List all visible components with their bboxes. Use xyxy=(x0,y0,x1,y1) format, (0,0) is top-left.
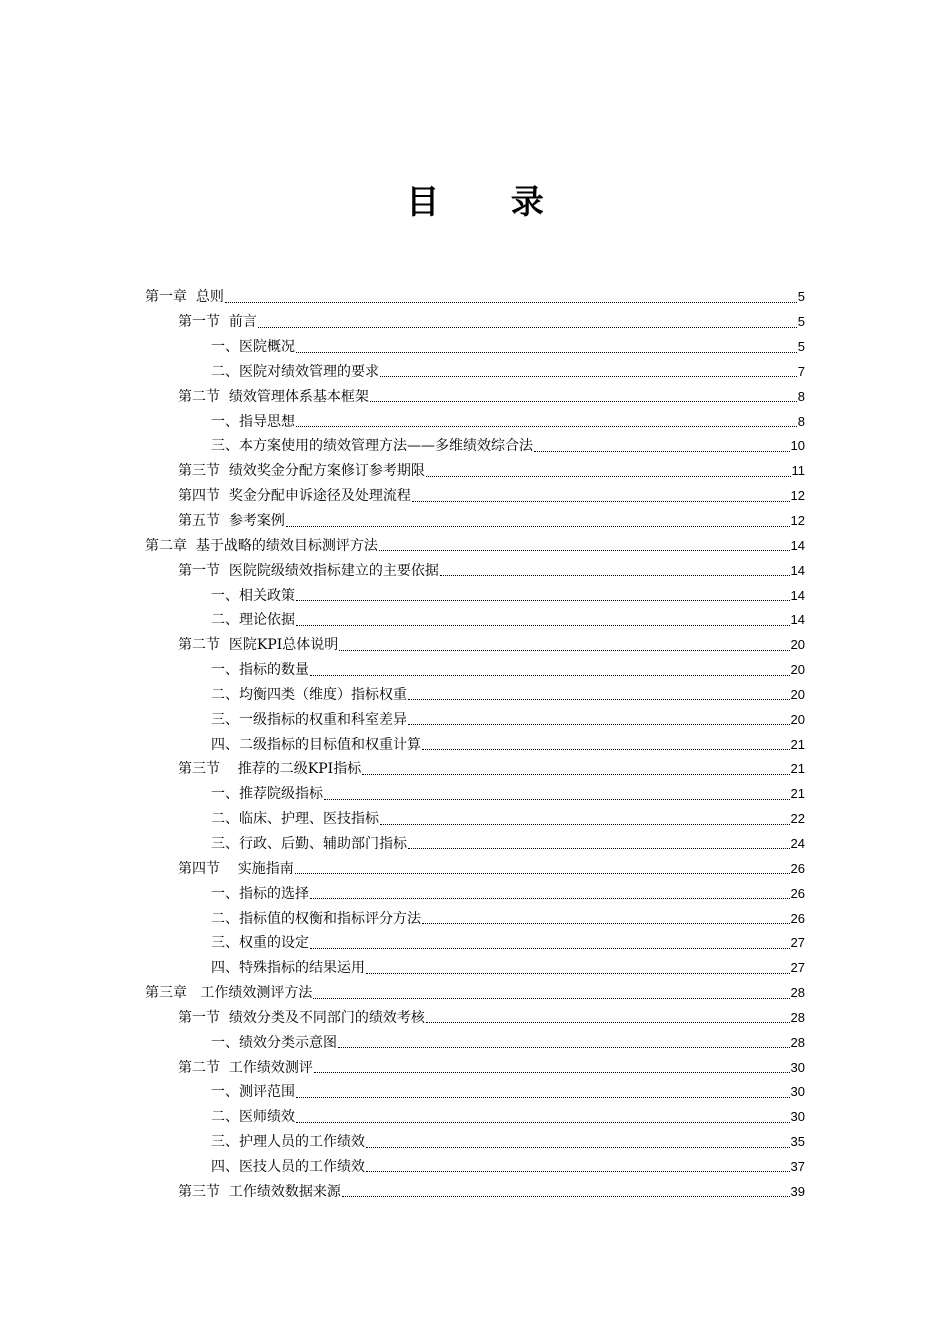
toc-entry[interactable] xyxy=(0,1080,950,1105)
toc-dot-leader xyxy=(362,774,789,775)
toc-entry-title: 第二节 医院KPI总体说明 xyxy=(178,637,339,654)
toc-entry-title: 第四节 实施指南 xyxy=(178,860,294,877)
toc-entry-title: 第三章 工作绩效测评方法 xyxy=(145,985,313,1002)
toc-page-number: 21 xyxy=(790,761,805,777)
toc-entry[interactable] xyxy=(0,384,950,409)
toc-dot-leader xyxy=(366,1171,790,1172)
toc-entry-title: 三、本方案使用的绩效管理方法——多维绩效综合法 xyxy=(211,438,533,455)
toc-dot-leader xyxy=(422,923,790,924)
toc-entry[interactable] xyxy=(0,1179,950,1204)
toc-dot-leader xyxy=(342,1196,790,1197)
toc-page-number: 28 xyxy=(790,1009,805,1025)
toc-entry-title: 一、测评范围 xyxy=(211,1084,295,1101)
toc-dot-leader xyxy=(296,352,797,353)
toc-dot-leader xyxy=(286,526,790,527)
toc-entry[interactable] xyxy=(0,782,950,807)
toc-page-number: 14 xyxy=(790,587,805,603)
toc-page-number: 21 xyxy=(790,736,805,752)
toc-page-number: 20 xyxy=(790,662,805,678)
toc-page-number: 12 xyxy=(790,488,805,504)
toc-entry-title: 四、特殊指标的结果运用 xyxy=(211,960,365,977)
toc-dot-leader xyxy=(422,749,790,750)
toc-page-number: 30 xyxy=(790,1084,805,1100)
toc-entry[interactable] xyxy=(0,509,950,534)
toc-page-number: 8 xyxy=(797,413,805,429)
toc-entry-title: 第二节 工作绩效测评 xyxy=(178,1059,313,1076)
toc-entry-title: 三、行政、后勤、辅助部门指标 xyxy=(211,835,407,852)
toc-entry-title: 第二章 基于战略的绩效目标测评方法 xyxy=(145,537,378,554)
toc-dot-leader xyxy=(370,401,797,402)
toc-dot-leader xyxy=(296,426,797,427)
toc-dot-leader xyxy=(324,799,790,800)
toc-page-number: 37 xyxy=(790,1158,805,1174)
toc-entry[interactable] xyxy=(0,906,950,931)
toc-page-number: 12 xyxy=(790,513,805,529)
toc-page-number: 14 xyxy=(790,537,805,553)
toc-entry[interactable] xyxy=(0,881,950,906)
toc-dot-leader xyxy=(295,873,790,874)
toc-page-number: 7 xyxy=(797,363,805,379)
toc-dot-leader xyxy=(440,575,790,576)
toc-entry-title: 四、医技人员的工作绩效 xyxy=(211,1158,365,1175)
toc-entry[interactable] xyxy=(0,1030,950,1055)
toc-dot-leader xyxy=(366,973,790,974)
toc-dot-leader xyxy=(296,625,790,626)
toc-entry[interactable] xyxy=(0,608,950,633)
toc-dot-leader xyxy=(313,998,789,999)
toc-page-number: 5 xyxy=(797,289,805,305)
toc-dot-leader xyxy=(296,600,790,601)
toc-entry-title: 三、权重的设定 xyxy=(211,935,309,952)
toc-page-number: 28 xyxy=(790,985,805,1001)
toc-dot-leader xyxy=(310,675,790,676)
toc-entry[interactable] xyxy=(0,335,950,360)
toc-dot-leader xyxy=(314,1072,790,1073)
toc-entry-title: 第一节 绩效分类及不同部门的绩效考核 xyxy=(178,1009,425,1026)
toc-dot-leader xyxy=(408,724,790,725)
toc-dot-leader xyxy=(426,476,791,477)
toc-entry[interactable] xyxy=(0,658,950,683)
toc-dot-leader xyxy=(225,302,797,303)
page-title: 目 录 xyxy=(406,182,574,222)
toc-page-number: 27 xyxy=(790,935,805,951)
toc-dot-leader xyxy=(408,699,790,700)
toc-entry[interactable] xyxy=(0,956,950,981)
toc-dot-leader xyxy=(408,848,790,849)
toc-entry-title: 一、推荐院级指标 xyxy=(211,786,323,803)
toc-entry-title: 第三节 工作绩效数据来源 xyxy=(178,1183,341,1200)
toc-page-number: 26 xyxy=(790,860,805,876)
toc-dot-leader xyxy=(296,1122,790,1123)
toc-entry[interactable] xyxy=(0,1005,950,1030)
toc-entry[interactable] xyxy=(0,285,950,310)
toc-dot-leader xyxy=(310,948,790,949)
toc-page-number: 5 xyxy=(797,314,805,330)
toc-entry-title: 第二节 绩效管理体系基本框架 xyxy=(178,388,369,405)
toc-dot-leader xyxy=(339,650,789,651)
toc-entry[interactable] xyxy=(0,931,950,956)
toc-dot-leader xyxy=(412,501,790,502)
toc-entry[interactable] xyxy=(0,732,950,757)
toc-entry[interactable] xyxy=(0,583,950,608)
toc-entry[interactable] xyxy=(0,459,950,484)
toc-entry[interactable] xyxy=(0,1130,950,1155)
toc-entry-title: 一、指导思想 xyxy=(211,413,295,430)
toc-entry-title: 三、护理人员的工作绩效 xyxy=(211,1134,365,1151)
toc-entry[interactable] xyxy=(0,558,950,583)
toc-entry-title: 二、医院对绩效管理的要求 xyxy=(211,363,379,380)
toc-dot-leader xyxy=(366,1147,790,1148)
toc-entry-title: 二、指标值的权衡和指标评分方法 xyxy=(211,910,421,927)
toc-entry[interactable] xyxy=(0,832,950,857)
toc-page-number: 26 xyxy=(790,910,805,926)
toc-entry[interactable] xyxy=(0,757,950,782)
toc-page-number: 11 xyxy=(791,463,805,479)
toc-page-number: 30 xyxy=(790,1059,805,1075)
toc-page-number: 28 xyxy=(790,1034,805,1050)
toc-dot-leader xyxy=(426,1022,790,1023)
toc-entry[interactable] xyxy=(0,807,950,832)
toc-page-number: 21 xyxy=(790,786,805,802)
toc-entry[interactable] xyxy=(0,707,950,732)
toc-entry[interactable] xyxy=(0,683,950,708)
toc-page-number: 26 xyxy=(790,885,805,901)
toc-entry[interactable] xyxy=(0,856,950,881)
toc-page-number: 27 xyxy=(790,960,805,976)
toc-entry[interactable] xyxy=(0,1155,950,1180)
toc-page-number: 20 xyxy=(790,637,805,653)
toc-entry[interactable] xyxy=(0,633,950,658)
toc-entry[interactable] xyxy=(0,409,950,434)
table-of-contents xyxy=(0,285,950,1204)
toc-page-number: 5 xyxy=(797,339,805,355)
toc-page-number: 30 xyxy=(790,1109,805,1125)
toc-entry-title: 一、绩效分类示意图 xyxy=(211,1034,337,1051)
toc-page-number: 20 xyxy=(790,686,805,702)
toc-entry-title: 第一节 前言 xyxy=(178,314,257,331)
toc-entry-title: 第四节 奖金分配申诉途径及处理流程 xyxy=(178,488,411,505)
toc-page-number: 20 xyxy=(790,711,805,727)
toc-dot-leader xyxy=(338,1047,790,1048)
toc-entry[interactable] xyxy=(0,434,950,459)
toc-entry-title: 二、临床、护理、医技指标 xyxy=(211,811,379,828)
toc-entry[interactable] xyxy=(0,310,950,335)
toc-dot-leader xyxy=(296,1097,790,1098)
toc-entry-title: 第一章 总则 xyxy=(145,289,224,306)
toc-entry-title: 四、二级指标的目标值和权重计算 xyxy=(211,736,421,753)
toc-dot-leader xyxy=(534,451,790,452)
toc-entry-title: 第五节 参考案例 xyxy=(178,513,285,530)
toc-entry-title: 一、指标的选择 xyxy=(211,885,309,902)
toc-entry-title: 二、医师绩效 xyxy=(211,1109,295,1126)
toc-dot-leader xyxy=(380,824,790,825)
toc-entry-title: 二、均衡四类（维度）指标权重 xyxy=(211,686,407,703)
toc-entry-title: 一、相关政策 xyxy=(211,587,295,604)
toc-entry[interactable] xyxy=(0,484,950,509)
toc-entry[interactable] xyxy=(0,360,950,385)
toc-entry-title: 一、医院概况 xyxy=(211,339,295,356)
toc-page-number: 8 xyxy=(797,388,805,404)
toc-dot-leader xyxy=(379,550,790,551)
toc-page-number: 35 xyxy=(790,1134,805,1150)
toc-entry-title: 三、一级指标的权重和科室差异 xyxy=(211,711,407,728)
toc-entry-title: 第三节 推荐的二级KPI指标 xyxy=(178,761,362,778)
toc-dot-leader xyxy=(380,376,797,377)
toc-entry-title: 第一节 医院院级绩效指标建立的主要依据 xyxy=(178,562,439,579)
toc-entry[interactable] xyxy=(0,1055,950,1080)
toc-dot-leader xyxy=(258,327,797,328)
toc-entry[interactable] xyxy=(0,981,950,1006)
toc-entry[interactable] xyxy=(0,1105,950,1130)
toc-page-number: 14 xyxy=(790,562,805,578)
toc-entry-title: 一、指标的数量 xyxy=(211,662,309,679)
toc-page-number: 39 xyxy=(790,1183,805,1199)
toc-entry[interactable] xyxy=(0,533,950,558)
toc-entry-title: 第三节 绩效奖金分配方案修订参考期限 xyxy=(178,463,425,480)
toc-dot-leader xyxy=(310,898,790,899)
toc-page-number: 24 xyxy=(790,835,805,851)
toc-page-number: 22 xyxy=(790,811,805,827)
toc-page-number: 14 xyxy=(790,612,805,628)
toc-page-number: 10 xyxy=(790,438,805,454)
toc-entry-title: 二、理论依据 xyxy=(211,612,295,629)
